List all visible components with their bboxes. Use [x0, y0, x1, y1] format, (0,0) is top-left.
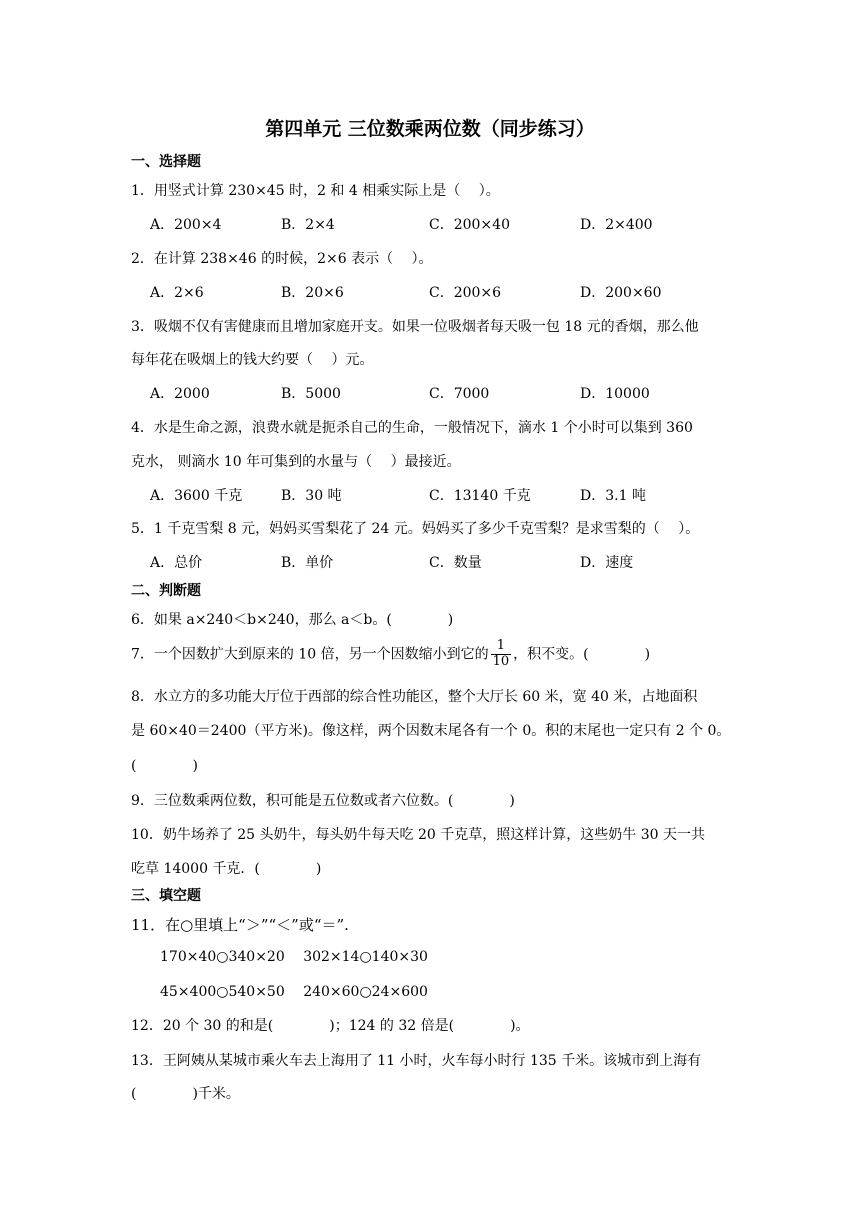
question-9: 9．三位数乘两位数，积可能是五位数或者六位数。( ): [131, 793, 515, 809]
section-heading-fill: 三、填空题: [131, 888, 201, 904]
question-7-text-after: ，积不变。( ): [513, 646, 651, 663]
question-4-line-1: 4．水是生命之源，浪费水就是扼杀自己的生命，一般情况下，滴水 1 个小时可以集到 360: [131, 420, 693, 436]
option-a: A．2×6: [150, 285, 204, 301]
section-heading-choice: 一、选择题: [131, 154, 201, 170]
question-5: 5．1 千克雪梨 8 元，妈妈买雪梨花了 24 元。妈妈买了多少千克雪梨？是求雪梨的（ ）。: [131, 521, 700, 537]
question-2: 2．在计算 238×46 的时候，2×6 表示（ ）。: [131, 251, 433, 267]
option-a: A．200×4: [150, 217, 222, 233]
option-d: D．速度: [580, 555, 634, 571]
question-8-line-3: ( ): [131, 758, 198, 774]
question-12: 12．20 个 30 的和是( )；124 的 32 倍是( )。: [131, 1018, 530, 1034]
option-b: B．2×4: [281, 217, 335, 233]
question-13-line-2: ( )千米。: [131, 1086, 240, 1102]
option-b: B．30 吨: [281, 488, 342, 504]
question-8-line-1: 8．水立方的多功能大厅位于西部的综合性功能区，整个大厅长 60 米，宽 40 米，占地面积: [131, 689, 698, 705]
question-11-row-1: 170×40○340×20 302×14○140×30: [160, 949, 428, 965]
option-d: D．10000: [580, 386, 650, 402]
question-10-line-1: 10．奶牛场养了 25 头奶牛，每头奶牛每天吃 20 千克草，照这样计算，这些奶牛 30 天一共: [131, 827, 705, 843]
option-c: C．数量: [429, 555, 482, 571]
question-7-text-before: 7．一个因数扩大到原来的 10 倍，另一个因数缩小到它的: [131, 646, 489, 663]
option-c: C．200×40: [429, 217, 510, 233]
option-c: C．13140 千克: [429, 488, 531, 504]
page-title: 第四单元 三位数乘两位数（同步练习）: [265, 118, 595, 140]
question-13-line-1: 13．王阿姨从某城市乘火车去上海用了 11 小时，火车每小时行 135 千米。该城市到上海有: [131, 1053, 702, 1069]
option-a: A．总价: [150, 555, 203, 571]
question-11-row-2: 45×400○540×50 240×60○24×600: [160, 984, 428, 1000]
option-d: D．3.1 吨: [580, 488, 646, 504]
option-d: D．200×60: [580, 285, 662, 301]
question-7: [131, 639, 650, 670]
option-d: D．2×400: [580, 217, 653, 233]
option-a: A．3600 千克: [150, 488, 243, 504]
option-c: C．200×6: [429, 285, 502, 301]
option-b: B．单价: [281, 555, 334, 571]
question-4-line-2: 克水， 则滴水 10 年可集到的水量与（ ）最接近。: [131, 454, 461, 470]
question-3-line-2: 每年花在吸烟上的钱大约要（ ）元。: [131, 352, 374, 368]
question-6: 6．如果 a×240＜b×240，那么 a＜b。( ): [131, 612, 454, 628]
option-a: A．2000: [150, 386, 210, 402]
question-10-line-2: 吃草 14000 千克．( ): [131, 861, 322, 877]
question-3-line-1: 3．吸烟不仅有害健康而且增加家庭开支。如果一位吸烟者每天吸一包 18 元的香烟，那么他: [131, 319, 699, 335]
fraction-numerator: 1: [491, 639, 512, 655]
option-b: B．5000: [281, 386, 341, 402]
option-c: C．7000: [429, 386, 490, 402]
section-heading-judge: 二、判断题: [131, 583, 201, 599]
fraction-denominator: 10: [492, 653, 510, 669]
question-11: 11．在○里填上“＞”“＜”或“＝”.: [131, 916, 349, 934]
fraction-one-tenth: [491, 639, 512, 670]
question-1: 1．用竖式计算 230×45 时，2 和 4 相乘实际上是（ ）。: [131, 183, 500, 199]
question-8-line-2: 是 60×40＝2400（平方米)。像这样，两个因数末尾各有一个 0。积的末尾也一定只有 2 个 0。: [131, 723, 731, 739]
option-b: B．20×6: [281, 285, 344, 301]
